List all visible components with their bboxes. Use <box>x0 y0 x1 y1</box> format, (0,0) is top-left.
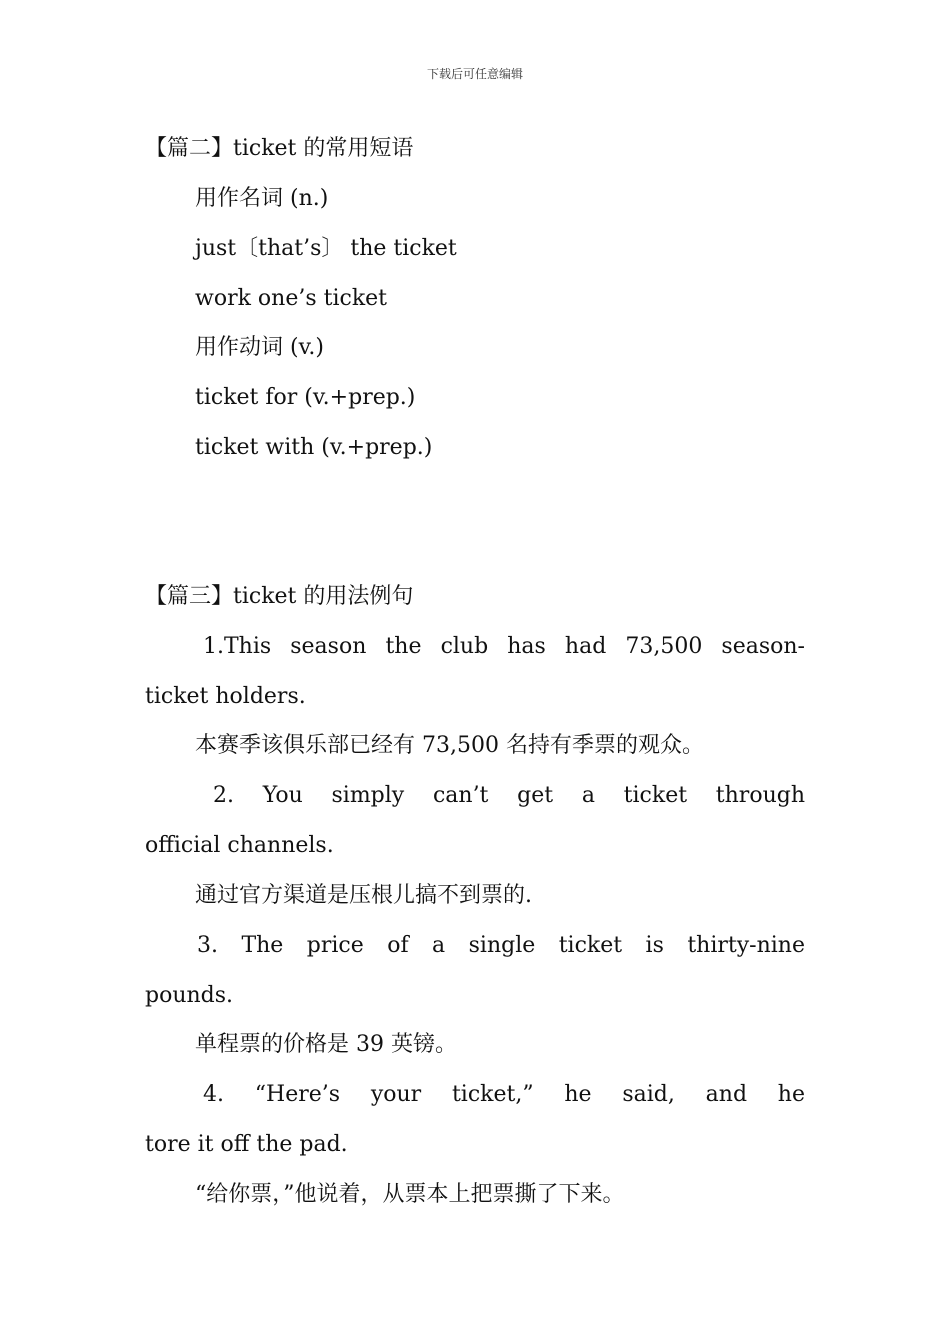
phrase-item: just〔that’s〕 the ticket <box>195 236 457 261</box>
example-4-chinese: “给你票，”他说着，从票本上把票撕了下来。 <box>195 1182 625 1207</box>
example-1-english: 1.This season the club has had 73,500 season- <box>203 634 805 659</box>
example-1-chinese: 本赛季该俱乐部已经有 73,500 名持有季票的观众。 <box>195 733 704 758</box>
example-3-chinese: 单程票的价格是 39 英镑。 <box>195 1032 457 1057</box>
section2-title: 【篇二】ticket 的常用短语 <box>145 136 414 161</box>
example-1-english-cont: ticket holders. <box>145 684 306 709</box>
phrase-verb-label: 用作动词 (v.) <box>195 335 324 360</box>
phrase-noun-label: 用作名词 (n.) <box>195 186 329 211</box>
phrase-item: work one’s ticket <box>195 286 388 311</box>
example-2-english-cont: official channels. <box>145 833 334 858</box>
example-3-english: 3. The price of a single ticket is thirty-nine <box>197 933 805 958</box>
phrase-item: ticket for (v.+prep.) <box>195 385 416 410</box>
example-4-english: 4. “Here’s your ticket,” he said, and he <box>203 1082 805 1107</box>
example-2-english: 2. You simply can’t get a ticket through <box>213 783 805 808</box>
section3-title: 【篇三】ticket 的用法例句 <box>145 584 414 609</box>
example-2-chinese: 通过官方渠道是压根儿搞不到票的. <box>195 883 532 908</box>
page-header-note: 下载后可任意编辑 <box>426 67 523 81</box>
phrase-item: ticket with (v.+prep.) <box>195 435 433 460</box>
example-3-english-cont: pounds. <box>145 983 234 1008</box>
example-4-english-cont: tore it off the pad. <box>145 1132 348 1157</box>
